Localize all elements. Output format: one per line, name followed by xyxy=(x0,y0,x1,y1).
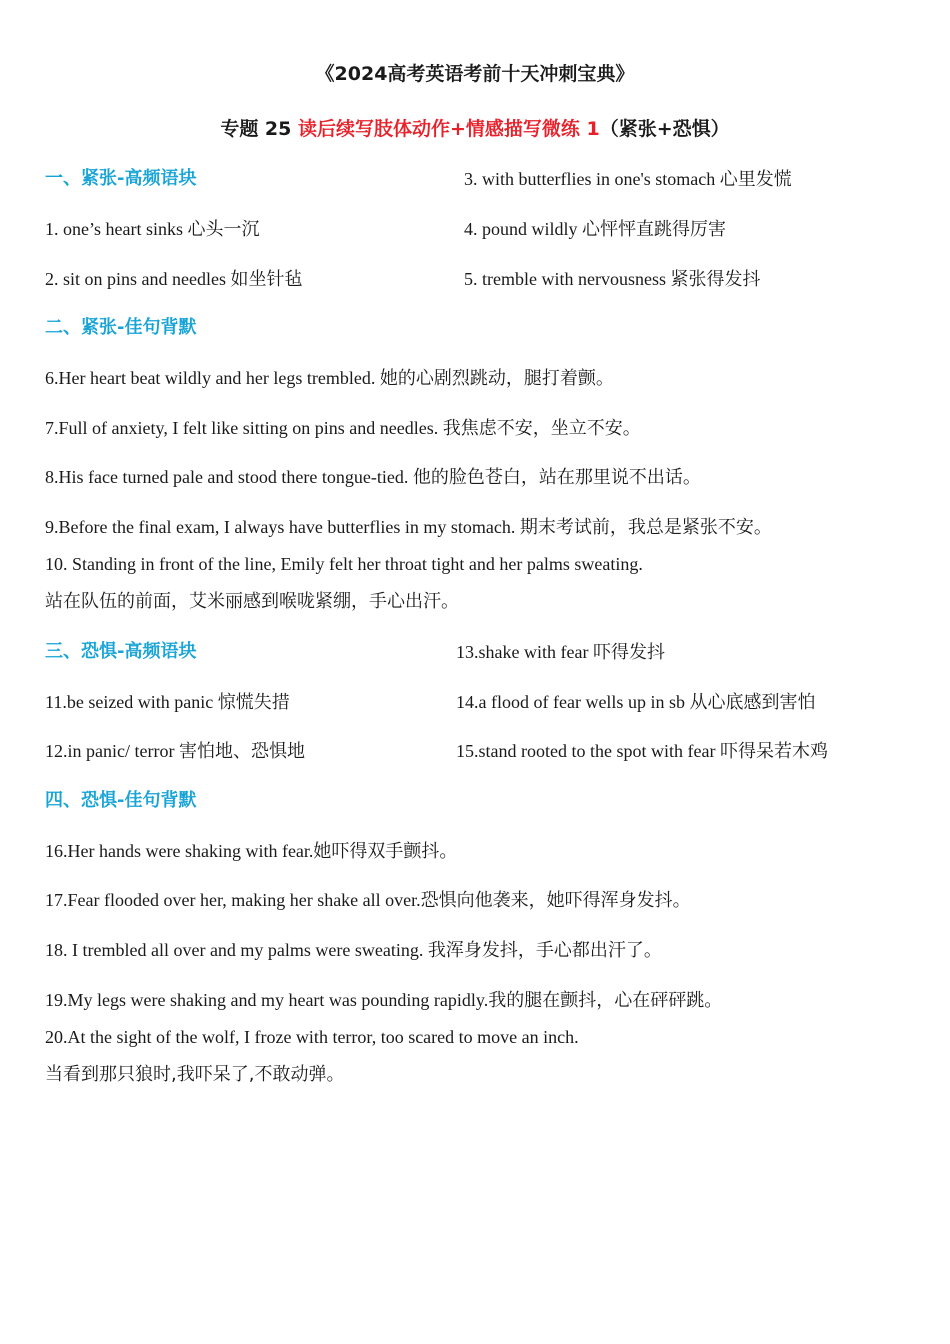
item-chinese: 心头一沉 xyxy=(187,219,260,240)
sentence-item xyxy=(45,888,691,913)
sentence-item xyxy=(45,465,701,490)
sentence-item xyxy=(45,938,662,963)
item-chinese: 心里发慌 xyxy=(719,169,792,190)
sentence-item xyxy=(45,366,614,391)
sentence-item xyxy=(45,515,772,540)
list-item xyxy=(464,217,726,242)
item-english: 1. one’s heart sinks xyxy=(45,219,188,239)
list-item xyxy=(456,690,815,715)
item-english: 9.Before the final exam, I always have butterflies in my stomach. xyxy=(45,517,520,537)
list-item xyxy=(456,739,828,764)
section-heading-fear-sentences: 四、恐惧-佳句背默 xyxy=(45,790,197,811)
item-english: 6.Her heart beat wildly and her legs trembled. xyxy=(45,368,380,388)
section-heading-fear-phrases: 三、恐惧-高频语块 xyxy=(45,641,197,662)
item-english: 16.Her hands were shaking with fear. xyxy=(45,841,314,861)
item-chinese: 我浑身发抖，手心都出汗了。 xyxy=(427,940,662,961)
item-chinese: 我的腿在颤抖，心在砰砰跳。 xyxy=(488,990,723,1011)
item-chinese: 吓得呆若木鸡 xyxy=(719,741,828,762)
item-english: 15.stand rooted to the spot with fear xyxy=(456,741,720,761)
sentence-item-english: 10. Standing in front of the line, Emily felt her throat tight and her palms sweating. xyxy=(45,554,643,574)
list-item xyxy=(464,267,760,292)
subtitle-suffix: （紧张+恐惧） xyxy=(599,118,730,140)
item-chinese: 我焦虑不安，坐立不安。 xyxy=(442,418,641,439)
item-chinese: 惊慌失措 xyxy=(217,692,290,713)
item-chinese: 恐惧向他袭来，她吓得浑身发抖。 xyxy=(420,890,691,911)
document-title xyxy=(0,62,950,87)
item-chinese: 她的心剧烈跳动，腿打着颤。 xyxy=(379,368,614,389)
item-english: 2. sit on pins and needles xyxy=(45,269,231,289)
sentence-item xyxy=(45,416,641,441)
section-heading-nervous-phrases: 一、紧张-高频语块 xyxy=(45,168,197,189)
sentence-item xyxy=(45,988,722,1013)
item-english: 14.a flood of fear wells up in sb xyxy=(456,692,690,712)
item-english: 13.shake with fear xyxy=(456,642,593,662)
item-english: 17.Fear flooded over her, making her shake all over. xyxy=(45,890,421,910)
item-english: 5. tremble with nervousness xyxy=(464,269,671,289)
subtitle-prefix: 专题 25 xyxy=(220,118,298,140)
list-item xyxy=(45,217,259,242)
list-item xyxy=(464,167,792,192)
list-item xyxy=(45,690,290,715)
item-chinese: 她吓得双手颤抖。 xyxy=(313,841,458,862)
item-english: 7.Full of anxiety, I felt like sitting on pins and needles. xyxy=(45,418,443,438)
item-english: 19.My legs were shaking and my heart was pounding rapidly. xyxy=(45,990,489,1010)
item-chinese: 期末考试前，我总是紧张不安。 xyxy=(519,517,772,538)
item-chinese: 如坐针毡 xyxy=(230,269,303,290)
item-chinese: 心怦怦直跳得厉害 xyxy=(582,219,727,240)
sentence-item xyxy=(45,839,457,864)
sentence-item-chinese: 当看到那只狼时,我吓呆了,不敢动弹。 xyxy=(45,1064,345,1085)
sentence-item-chinese: 站在队伍的前面，艾米丽感到喉咙紧绷，手心出汗。 xyxy=(45,591,459,612)
document-subtitle xyxy=(0,117,950,141)
item-english: 3. with butterflies in one's stomach xyxy=(464,169,720,189)
subtitle-topic: 读后续写肢体动作+情感描写微练 1 xyxy=(297,118,600,140)
list-item xyxy=(45,739,305,764)
item-chinese: 吓得发抖 xyxy=(592,642,665,663)
list-item xyxy=(456,640,665,665)
item-english: 8.His face turned pale and stood there tongue-tied. xyxy=(45,467,413,487)
item-english: 11.be seized with panic xyxy=(45,692,218,712)
item-english: 12.in panic/ terror xyxy=(45,741,179,761)
document-title-text: 《2024高考英语考前十天冲刺宝典》 xyxy=(315,63,635,85)
item-chinese: 从心底感到害怕 xyxy=(689,692,816,713)
section-heading-nervous-sentences: 二、紧张-佳句背默 xyxy=(45,317,197,338)
item-chinese: 他的脸色苍白，站在那里说不出话。 xyxy=(412,467,701,488)
sentence-item-english: 20.At the sight of the wolf, I froze with terror, too scared to move an inch. xyxy=(45,1027,579,1047)
item-chinese: 害怕地、恐惧地 xyxy=(178,741,305,762)
item-chinese: 紧张得发抖 xyxy=(670,269,761,290)
list-item xyxy=(45,267,302,292)
item-english: 18. I trembled all over and my palms were sweating. xyxy=(45,940,428,960)
item-english: 4. pound wildly xyxy=(464,219,583,239)
